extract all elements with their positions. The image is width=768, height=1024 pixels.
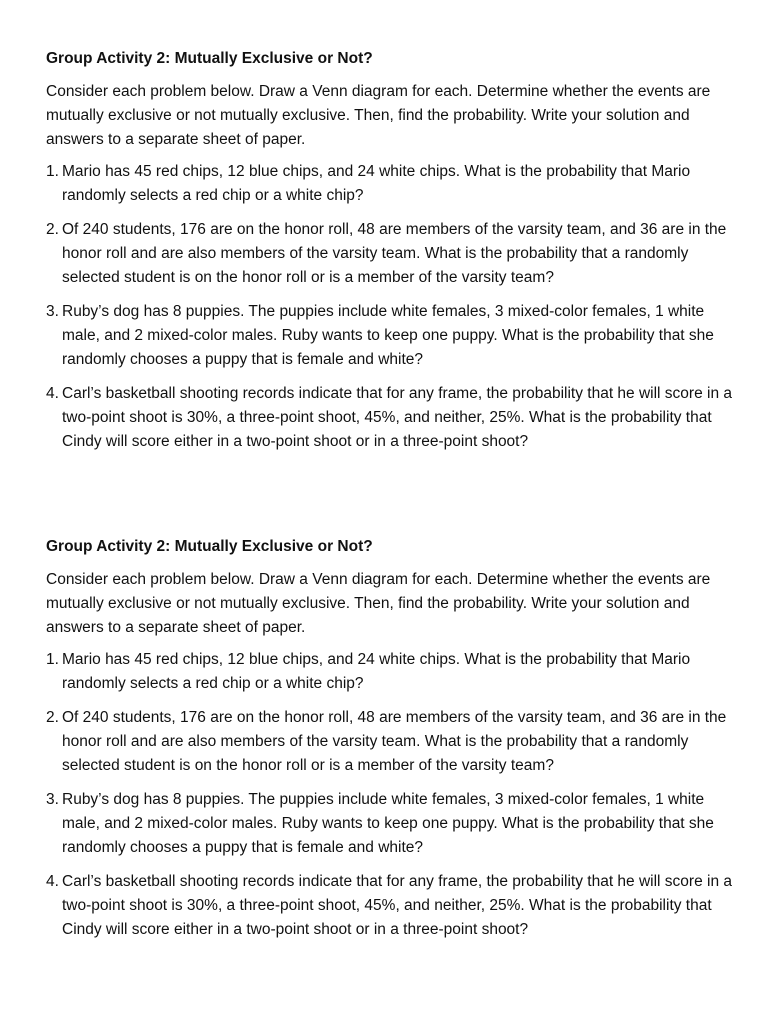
activity-section [46,48,736,464]
problem-list [46,160,736,454]
problem-number: 4. [46,385,59,402]
problem-number: 2. [46,221,59,238]
problem-item [46,788,736,860]
problem-text: Mario has 45 red chips, 12 blue chips, and 24 white chips. What is the probability that Mario randomly selects a red chip or a white chip? [62,163,691,204]
problem-text: Ruby’s dog has 8 puppies. The puppies include white females, 3 mixed-color females, 1 white male, and 2 mixed-color males. Ruby wants to keep one puppy. What is the probability that she randomly chooses a puppy that is female and white? [62,791,714,856]
problem-item [46,648,736,696]
problem-text: Of 240 students, 176 are on the honor roll, 48 are members of the varsity team, and 36 are in the honor roll and are also members of the varsity team. What is the probability that a randomly selected student is on the honor roll or is a member of the varsity team? [62,221,727,286]
activity-instructions: Consider each problem below. Draw a Venn diagram for each. Determine whether the events are mutually exclusive or not mutually exclusive. Then, find the probability. Write your solution and answers to a separate sheet of paper. [46,83,711,148]
activity-title: Group Activity 2: Mutually Exclusive or Not? [46,50,373,67]
activity-instructions: Consider each problem below. Draw a Venn diagram for each. Determine whether the events are mutually exclusive or not mutually exclusive. Then, find the probability. Write your solution and answers to a separate sheet of paper. [46,571,711,636]
problem-text: Mario has 45 red chips, 12 blue chips, and 24 white chips. What is the probability that Mario randomly selects a red chip or a white chip? [62,651,691,692]
activity-section [46,536,736,952]
problem-number: 4. [46,873,59,890]
problem-item [46,870,736,942]
problem-item [46,706,736,778]
problem-item [46,382,736,454]
problem-text: Carl’s basketball shooting records indicate that for any frame, the probability that he will score in a two-point shoot is 30%, a three-point shoot, 45%, and neither, 25%. What is the probability that Cindy will score either in a two-point shoot or in a three-point shoot? [62,385,733,450]
problem-text: Of 240 students, 176 are on the honor roll, 48 are members of the varsity team, and 36 are in the honor roll and are also members of the varsity team. What is the probability that a randomly selected student is on the honor roll or is a member of the varsity team? [62,709,727,774]
problem-number: 3. [46,303,59,320]
problem-text: Carl’s basketball shooting records indicate that for any frame, the probability that he will score in a two-point shoot is 30%, a three-point shoot, 45%, and neither, 25%. What is the probability that Cindy will score either in a two-point shoot or in a three-point shoot? [62,873,733,938]
problem-text: Ruby’s dog has 8 puppies. The puppies include white females, 3 mixed-color females, 1 white male, and 2 mixed-color males. Ruby wants to keep one puppy. What is the probability that she randomly chooses a puppy that is female and white? [62,303,714,368]
problem-item [46,218,736,290]
problem-number: 1. [46,651,59,668]
problem-list [46,648,736,942]
problem-number: 3. [46,791,59,808]
problem-number: 2. [46,709,59,726]
problem-item [46,300,736,372]
problem-number: 1. [46,163,59,180]
problem-item [46,160,736,208]
activity-title: Group Activity 2: Mutually Exclusive or Not? [46,538,373,555]
